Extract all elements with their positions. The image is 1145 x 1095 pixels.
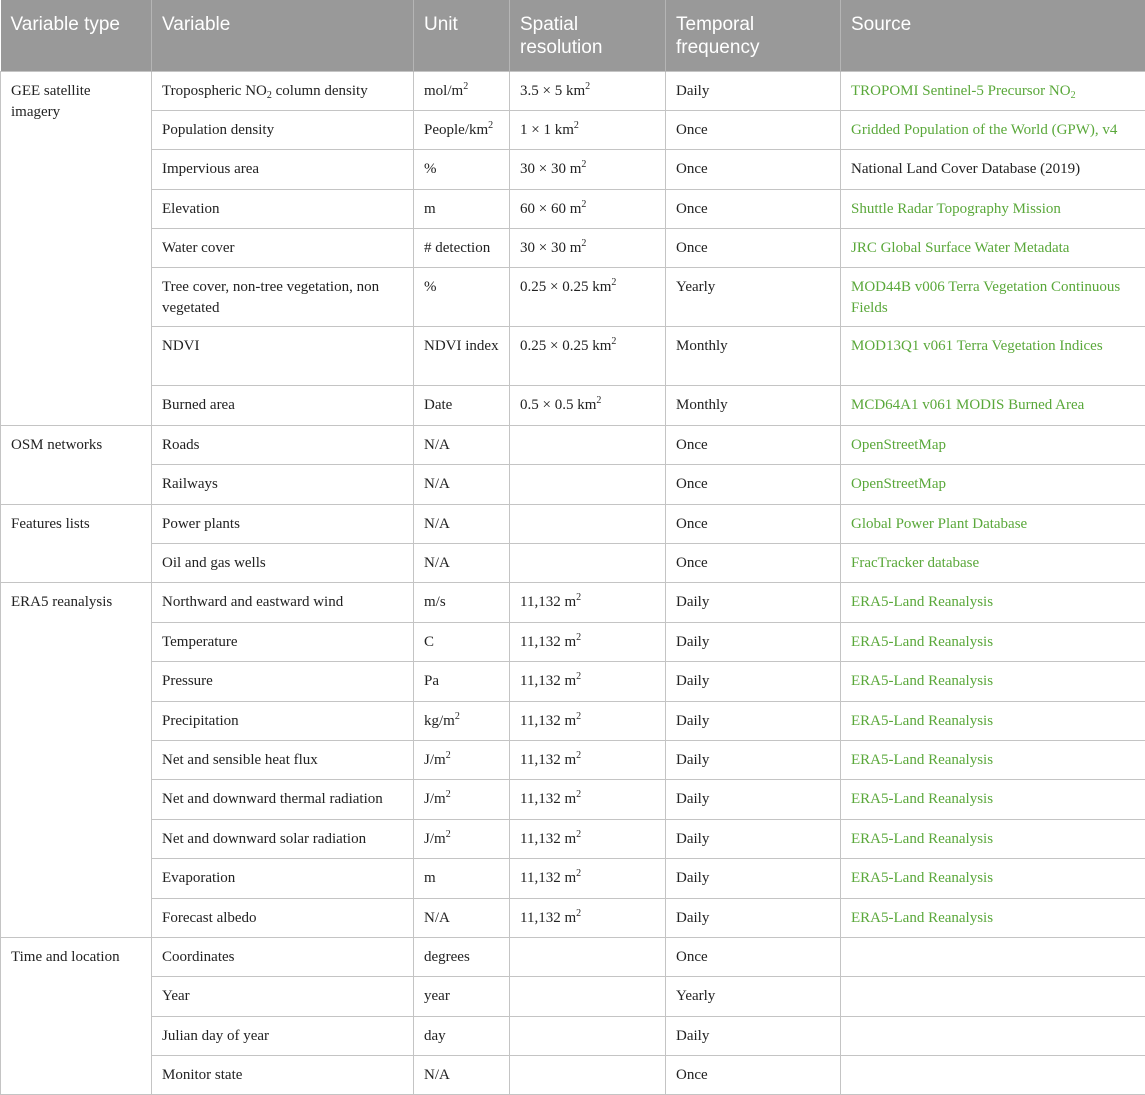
source-link[interactable]: ERA5-Land Reanalysis (841, 701, 1145, 740)
unit-cell: m (414, 189, 510, 228)
variable-type-cell: Time and location (1, 937, 152, 1095)
temporal-frequency-cell: Once (666, 937, 841, 976)
unit-cell: $J/m^2$ (414, 819, 510, 858)
spatial-resolution-cell: 11,132 $m^2$ (510, 780, 666, 819)
table-row (1, 701, 1145, 740)
unit-cell: degrees (414, 937, 510, 976)
temporal-frequency-cell: Once (666, 425, 841, 464)
table-row (1, 662, 1145, 701)
spatial-resolution-cell (510, 977, 666, 1016)
spatial-resolution-cell: 11,132 $m^2$ (510, 622, 666, 661)
spatial-resolution-cell: 1 × 1 $km^2$ (510, 110, 666, 149)
temporal-frequency-cell: Once (666, 150, 841, 189)
table-row (1, 425, 1145, 464)
table-row (1, 386, 1145, 425)
table-row (1, 150, 1145, 189)
spatial-resolution-cell: 30 × 30 $m^2$ (510, 229, 666, 268)
variable-cell: Tree cover, non-tree vegetation, non vegetated (152, 268, 414, 327)
temporal-frequency-cell: Once (666, 229, 841, 268)
table-row (1, 1056, 1145, 1095)
unit-cell: NDVI index (414, 327, 510, 386)
temporal-frequency-cell: Daily (666, 701, 841, 740)
variable-cell: Precipitation (152, 701, 414, 740)
unit-cell: N/A (414, 1056, 510, 1095)
variable-cell: Power plants (152, 504, 414, 543)
temporal-frequency-cell: Monthly (666, 327, 841, 386)
temporal-frequency-cell: Monthly (666, 386, 841, 425)
header-temporal-frequency: Temporal frequency (666, 0, 841, 71)
variable-cell: Coordinates (152, 937, 414, 976)
table-row (1, 504, 1145, 543)
source-link[interactable]: TROPOMI Sentinel-5 Precursor $NO_2$ (841, 71, 1145, 110)
unit-cell: People/$km^2$ (414, 110, 510, 149)
spatial-resolution-cell: 3.5 × 5 $km^2$ (510, 71, 666, 110)
table-header (1, 0, 1145, 71)
source-link[interactable]: OpenStreetMap (841, 465, 1145, 504)
temporal-frequency-cell: Once (666, 504, 841, 543)
unit-cell: C (414, 622, 510, 661)
variable-cell: Tropospheric $NO_2$ column density (152, 71, 414, 110)
source-link[interactable]: FracTracker database (841, 544, 1145, 583)
variable-cell: Water cover (152, 229, 414, 268)
source-link[interactable]: ERA5-Land Reanalysis (841, 662, 1145, 701)
unit-cell: $J/m^2$ (414, 740, 510, 779)
variable-cell: Year (152, 977, 414, 1016)
source-link[interactable]: JRC Global Surface Water Metadata (841, 229, 1145, 268)
variable-cell: Evaporation (152, 859, 414, 898)
unit-cell: $J/m^2$ (414, 780, 510, 819)
header-variable-type: Variable type (1, 0, 152, 71)
variable-cell: NDVI (152, 327, 414, 386)
spatial-resolution-cell (510, 504, 666, 543)
temporal-frequency-cell: Daily (666, 1016, 841, 1055)
table-row (1, 327, 1145, 386)
temporal-frequency-cell: Daily (666, 780, 841, 819)
variable-cell: Net and downward thermal radiation (152, 780, 414, 819)
table-row (1, 71, 1145, 110)
spatial-resolution-cell: 11,132 $m^2$ (510, 701, 666, 740)
variable-cell: Roads (152, 425, 414, 464)
spatial-resolution-cell: 0.25 × 0.25 $km^2$ (510, 327, 666, 386)
source-link[interactable]: Gridded Population of the World (GPW), v4 (841, 110, 1145, 149)
variable-cell: Oil and gas wells (152, 544, 414, 583)
unit-cell: m/s (414, 583, 510, 622)
variable-cell: Net and sensible heat flux (152, 740, 414, 779)
spatial-resolution-cell (510, 1056, 666, 1095)
table-row (1, 229, 1145, 268)
header-variable: Variable (152, 0, 414, 71)
source-link[interactable]: MCD64A1 v061 MODIS Burned Area (841, 386, 1145, 425)
header-source: Source (841, 0, 1145, 71)
variable-cell: Net and downward solar radiation (152, 819, 414, 858)
variable-type-cell: OSM networks (1, 425, 152, 504)
spatial-resolution-cell (510, 544, 666, 583)
source-link[interactable]: ERA5-Land Reanalysis (841, 740, 1145, 779)
unit-cell: N/A (414, 898, 510, 937)
spatial-resolution-cell: 11,132 $m^2$ (510, 740, 666, 779)
variable-type-cell: ERA5 reanalysis (1, 583, 152, 938)
spatial-resolution-cell: 11,132 $m^2$ (510, 819, 666, 858)
temporal-frequency-cell: Once (666, 189, 841, 228)
temporal-frequency-cell: Daily (666, 71, 841, 110)
header-spatial-resolution: Spatial resolution (510, 0, 666, 71)
spatial-resolution-cell: 11,132 $m^2$ (510, 583, 666, 622)
source-link[interactable]: Global Power Plant Database (841, 504, 1145, 543)
unit-cell: Pa (414, 662, 510, 701)
table-row (1, 977, 1145, 1016)
variable-cell: Elevation (152, 189, 414, 228)
source-link[interactable]: OpenStreetMap (841, 425, 1145, 464)
variable-cell: Temperature (152, 622, 414, 661)
unit-cell: Date (414, 386, 510, 425)
spatial-resolution-cell (510, 937, 666, 976)
table-row (1, 622, 1145, 661)
table-row (1, 898, 1145, 937)
table-row (1, 780, 1145, 819)
temporal-frequency-cell: Daily (666, 819, 841, 858)
source-link[interactable]: ERA5-Land Reanalysis (841, 622, 1145, 661)
temporal-frequency-cell: Daily (666, 622, 841, 661)
spatial-resolution-cell: 0.25 × 0.25 $km^2$ (510, 268, 666, 327)
unit-cell: day (414, 1016, 510, 1055)
source-link[interactable]: ERA5-Land Reanalysis (841, 583, 1145, 622)
spatial-resolution-cell: 11,132 $m^2$ (510, 662, 666, 701)
temporal-frequency-cell: Yearly (666, 977, 841, 1016)
table-row (1, 189, 1145, 228)
unit-cell: N/A (414, 425, 510, 464)
temporal-frequency-cell: Once (666, 110, 841, 149)
variable-cell: Monitor state (152, 1056, 414, 1095)
table-row (1, 937, 1145, 976)
spatial-resolution-cell: 11,132 $m^2$ (510, 898, 666, 937)
temporal-frequency-cell: Daily (666, 583, 841, 622)
source-link[interactable]: ERA5-Land Reanalysis (841, 859, 1145, 898)
table-body (1, 71, 1145, 1095)
table-row (1, 544, 1145, 583)
source-link[interactable]: ERA5-Land Reanalysis (841, 898, 1145, 937)
unit-cell: mol/$m^2$ (414, 71, 510, 110)
table-row (1, 583, 1145, 622)
variable-cell: Northward and eastward wind (152, 583, 414, 622)
spatial-resolution-cell (510, 465, 666, 504)
table-row (1, 1016, 1145, 1055)
table-row (1, 268, 1145, 327)
spatial-resolution-cell: 60 × 60 $m^2$ (510, 189, 666, 228)
table-row (1, 740, 1145, 779)
source-link[interactable]: ERA5-Land Reanalysis (841, 780, 1145, 819)
spatial-resolution-cell: 0.5 × 0.5 $km^2$ (510, 386, 666, 425)
source-link[interactable]: Shuttle Radar Topography Mission (841, 189, 1145, 228)
source-link[interactable]: MOD44B v006 Terra Vegetation Continuous Fields (841, 268, 1145, 327)
temporal-frequency-cell: Once (666, 1056, 841, 1095)
temporal-frequency-cell: Daily (666, 662, 841, 701)
temporal-frequency-cell: Daily (666, 898, 841, 937)
table-row (1, 110, 1145, 149)
variable-cell: Impervious area (152, 150, 414, 189)
spatial-resolution-cell: 11,132 $m^2$ (510, 859, 666, 898)
unit-cell: N/A (414, 504, 510, 543)
source-cell: National Land Cover Database (2019) (841, 150, 1145, 189)
variable-type-cell: Features lists (1, 504, 152, 583)
variable-cell: Pressure (152, 662, 414, 701)
unit-cell: $kg/m^2$ (414, 701, 510, 740)
source-link[interactable]: MOD13Q1 v061 Terra Vegetation Indices (841, 327, 1145, 386)
temporal-frequency-cell: Daily (666, 740, 841, 779)
table-row (1, 465, 1145, 504)
spatial-resolution-cell: 30 × 30 $m^2$ (510, 150, 666, 189)
source-link[interactable]: ERA5-Land Reanalysis (841, 819, 1145, 858)
variable-type-cell: GEE satellite imagery (1, 71, 152, 425)
variable-cell: Burned area (152, 386, 414, 425)
unit-cell: # detection (414, 229, 510, 268)
variable-cell: Population density (152, 110, 414, 149)
source-cell (841, 937, 1145, 976)
unit-cell: N/A (414, 544, 510, 583)
table-row (1, 819, 1145, 858)
temporal-frequency-cell: Yearly (666, 268, 841, 327)
source-cell (841, 977, 1145, 1016)
spatial-resolution-cell (510, 425, 666, 464)
variable-cell: Julian day of year (152, 1016, 414, 1055)
table-row (1, 859, 1145, 898)
temporal-frequency-cell: Once (666, 544, 841, 583)
source-cell (841, 1056, 1145, 1095)
temporal-frequency-cell: Daily (666, 859, 841, 898)
unit-cell: year (414, 977, 510, 1016)
spatial-resolution-cell (510, 1016, 666, 1055)
unit-cell: m (414, 859, 510, 898)
variable-cell: Railways (152, 465, 414, 504)
unit-cell: % (414, 268, 510, 327)
unit-cell: % (414, 150, 510, 189)
source-cell (841, 1016, 1145, 1055)
variable-cell: Forecast albedo (152, 898, 414, 937)
temporal-frequency-cell: Once (666, 465, 841, 504)
header-unit: Unit (414, 0, 510, 71)
unit-cell: N/A (414, 465, 510, 504)
